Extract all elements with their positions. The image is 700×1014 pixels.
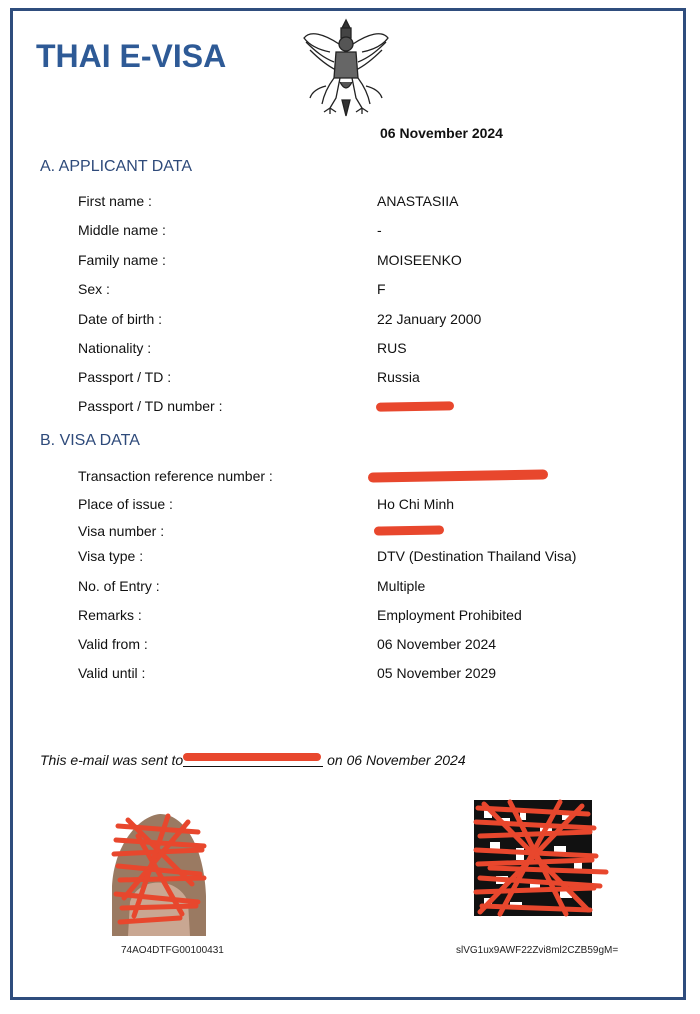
family-name-label: Family name : <box>78 252 166 268</box>
remarks-value: Employment Prohibited <box>377 607 522 623</box>
valid-until-row <box>78 665 638 685</box>
passport-number-redaction <box>376 401 454 411</box>
nationality-value: RUS <box>377 340 407 356</box>
number-of-entry-row <box>78 578 638 598</box>
passport-number-row <box>78 398 638 418</box>
valid-from-label: Valid from : <box>78 636 148 652</box>
number-of-entry-label: No. of Entry : <box>78 578 160 594</box>
qr-code-text: slVG1ux9AWF22Zvi8ml2CZB59gM= <box>456 945 619 956</box>
email-address-redacted <box>183 752 323 767</box>
sex-value: F <box>377 281 386 297</box>
email-notice <box>40 752 466 768</box>
passport-country-row <box>78 369 638 389</box>
middle-name-row <box>78 222 638 242</box>
applicant-photo <box>108 806 208 936</box>
visa-data-heading: B. VISA DATA <box>40 432 140 449</box>
valid-from-row <box>78 636 638 656</box>
valid-from-value: 06 November 2024 <box>377 636 497 652</box>
sex-row <box>78 281 638 301</box>
visa-number-redaction <box>374 525 444 535</box>
middle-name-label: Middle name : <box>78 222 166 238</box>
issue-date: 06 November 2024 <box>380 125 503 141</box>
transaction-reference-label: Transaction reference number : <box>78 468 273 484</box>
place-of-issue-row <box>78 496 638 516</box>
family-name-value: MOISEENKO <box>377 252 462 268</box>
family-name-row <box>78 252 638 272</box>
document-title: THAI E-VISA <box>36 38 227 74</box>
qr-code-icon <box>470 798 612 918</box>
email-prefix: This e-mail was sent to <box>40 752 184 768</box>
date-of-birth-label: Date of birth : <box>78 311 163 327</box>
visa-number-label: Visa number : <box>78 523 165 539</box>
first-name-row <box>78 193 638 213</box>
remarks-label: Remarks : <box>78 607 142 623</box>
email-redaction <box>183 753 321 761</box>
first-name-value: ANASTASIIA <box>377 193 459 209</box>
nationality-row <box>78 340 638 360</box>
transaction-reference-row <box>78 468 638 488</box>
valid-until-label: Valid until : <box>78 665 146 681</box>
date-of-birth-row <box>78 311 638 331</box>
nationality-label: Nationality : <box>78 340 152 356</box>
passport-number-label: Passport / TD number : <box>78 398 223 414</box>
remarks-row <box>78 607 638 627</box>
passport-country-value: Russia <box>377 369 420 385</box>
valid-until-value: 05 November 2029 <box>377 665 497 681</box>
visa-type-row <box>78 548 638 568</box>
email-suffix: on 06 November 2024 <box>327 752 466 768</box>
middle-name-value: - <box>377 222 382 238</box>
date-of-birth-value: 22 January 2000 <box>377 311 482 327</box>
first-name-label: First name : <box>78 193 152 209</box>
sex-label: Sex : <box>78 281 110 297</box>
visa-type-value: DTV (Destination Thailand Visa) <box>377 548 577 564</box>
garuda-emblem-icon <box>300 16 392 118</box>
number-of-entry-value: Multiple <box>377 578 426 594</box>
passport-country-label: Passport / TD : <box>78 369 172 385</box>
visa-number-row <box>78 523 638 543</box>
visa-type-label: Visa type : <box>78 548 144 564</box>
place-of-issue-label: Place of issue : <box>78 496 173 512</box>
place-of-issue-value: Ho Chi Minh <box>377 496 455 512</box>
photo-code: 74AO4DTFG00100431 <box>121 945 224 956</box>
applicant-data-heading: A. APPLICANT DATA <box>40 158 193 175</box>
